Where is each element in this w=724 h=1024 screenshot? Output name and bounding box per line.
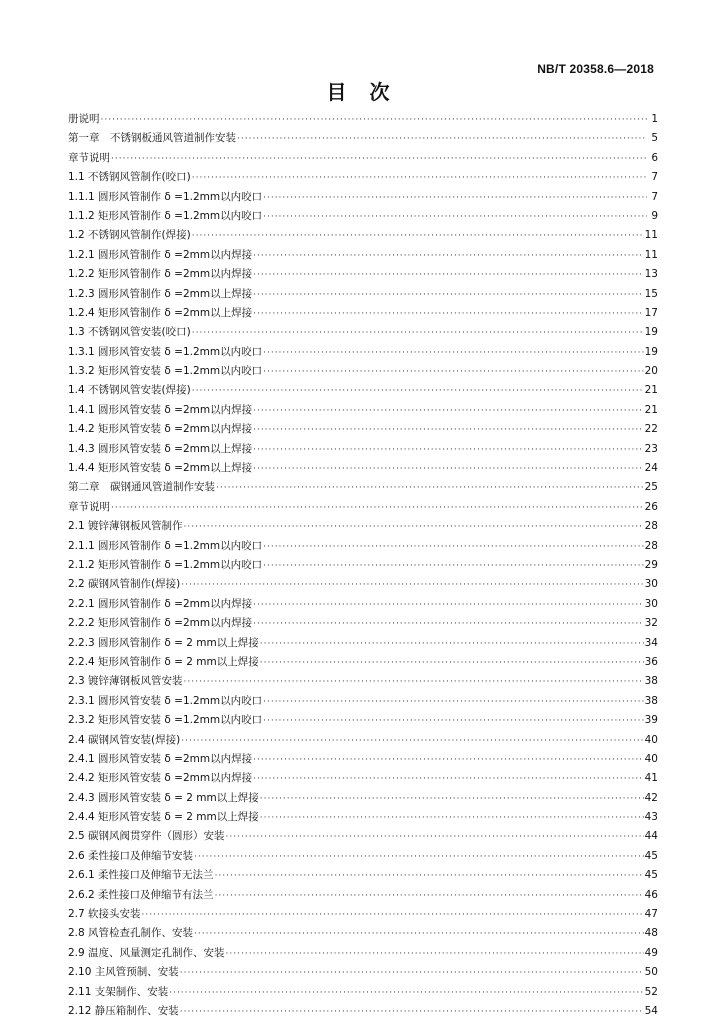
toc-entry-title: 2.4.4 矩形风管安装 δ = 2 mm以上焊接 [68,811,259,824]
toc-dot-leader [181,732,643,751]
toc-entry-page: 43 [644,811,658,824]
toc-entry [68,304,658,323]
toc-dot-leader [142,906,644,925]
toc-entry-title: 2.11 支架制作、安装 [68,985,169,998]
toc-entry-title: 1.3.1 圆形风管安装 δ =1.2mm以内咬口 [68,345,263,358]
toc-entry-page: 52 [644,985,658,998]
toc-entry-page: 15 [644,287,658,300]
toc-entry-page: 21 [644,403,658,416]
toc-dot-leader [184,673,644,692]
toc-entry-page: 39 [644,714,658,727]
toc-entry [68,847,658,866]
toc-dot-leader [226,828,644,847]
toc-entry-page: 45 [644,849,658,862]
toc-entry [68,149,658,168]
toc-entry-page: 48 [644,927,658,940]
toc-entry [68,381,658,400]
toc-entry-title: 2.12 静压箱制作、安装 [68,1004,179,1017]
toc-entry-title: 第一章 不锈钢板通风管道制作安装 [68,132,236,145]
toc-entry [68,265,658,284]
toc-dot-leader [180,1003,644,1022]
toc-entry-page: 46 [644,888,658,901]
toc-entry [68,498,658,517]
toc-dot-leader [260,635,644,654]
toc-entry-title: 1.2.3 圆形风管制作 δ =2mm以上焊接 [68,287,253,300]
toc-entry [68,750,658,769]
toc-dot-leader [192,227,644,246]
toc-entry-page: 21 [644,384,658,397]
toc-dot-leader [263,344,644,363]
toc-entry-page: 49 [644,946,658,959]
toc-entry-page: 1 [651,113,658,125]
toc-entry-title: 2.4.3 圆形风管安装 δ = 2 mm以上焊接 [68,791,259,804]
toc-entry-page: 44 [644,830,658,843]
toc-entry-page: 32 [644,617,658,630]
toc-entry-title: 章节说明 [68,500,110,513]
toc-entry-title: 2.6 柔性接口及伸缩节安装 [68,849,194,862]
toc-entry [68,808,658,827]
toc-entry-page: 5 [651,132,658,145]
toc-entry-title: 2.5 碳钢风阀贯穿件（圆形）安装 [68,830,225,843]
toc-entry-page: 40 [644,752,658,765]
toc-entry [68,343,658,362]
toc-dot-leader [194,925,644,944]
toc-entry-page: 38 [644,694,658,707]
toc-dot-leader [253,421,644,440]
toc-entry-page: 54 [644,1004,658,1017]
toc-entry [68,1002,658,1021]
toc-entry-page: 24 [644,462,658,475]
toc-dot-leader [184,518,644,537]
toc-entry-title: 2.3 镀锌薄钢板风管安装 [68,675,183,688]
toc-dot-leader [169,984,643,1003]
toc-entry-title: 2.6.2 柔性接口及伸缩节有法兰 [68,888,214,901]
toc-entry-title: 2.2.2 矩形风管制作 δ =2mm以内焊接 [68,617,253,630]
toc-entry [68,246,658,265]
document-code: NB/T 20358.6—2018 [537,62,654,76]
toc-entry [68,769,658,788]
toc-entry-title: 2.2.3 圆形风管制作 δ = 2 mm以上焊接 [68,636,259,649]
toc-entry-page: 9 [651,209,658,222]
toc-entry [68,575,658,594]
toc-dot-leader [215,867,644,886]
toc-entry [68,692,658,711]
toc-entry [68,886,658,905]
toc-entry [68,459,658,478]
toc-entry [68,924,658,943]
toc-entry [68,731,658,750]
page-title: 目 次 [326,80,398,104]
toc-entry-title: 1.1.2 矩形风管制作 δ =1.2mm以内咬口 [68,209,263,222]
toc-entry [68,944,658,963]
toc-entry [68,168,658,187]
toc-entry [68,517,658,536]
toc-dot-leader [253,596,644,615]
toc-dot-leader [192,382,644,401]
toc-entry [68,963,658,982]
toc-entry [68,595,658,614]
toc-entry-title: 1.4.1 圆形风管安装 δ =2mm以内焊接 [68,403,253,416]
toc-entry-page: 30 [644,597,658,610]
toc-entry-title: 1.4.3 圆形风管安装 δ =2mm以上焊接 [68,442,253,455]
toc-entry-title: 2.1 镀锌薄钢板风管制作 [68,520,183,533]
toc-entry [68,401,658,420]
toc-entry [68,188,658,207]
toc-entry-title: 2.4.2 矩形风管安装 δ =2mm以内焊接 [68,772,253,785]
toc-entry-page: 13 [644,268,658,281]
toc-entry-title: 册说明 [68,113,100,125]
toc-entry [68,866,658,885]
toc-entry-page: 34 [644,636,658,649]
toc-dot-leader [260,654,644,673]
toc-entry-page: 17 [644,306,658,319]
toc-entry-page: 28 [644,539,658,552]
toc-entry-title: 2.4.1 圆形风管安装 δ =2mm以内焊接 [68,752,253,765]
toc-entry [68,634,658,653]
toc-entry-title: 1.4.2 矩形风管安装 δ =2mm以内焊接 [68,423,253,436]
toc-entry-page: 11 [644,229,658,242]
table-of-contents [68,110,658,1021]
toc-entry [68,110,658,129]
toc-entry-title: 2.2.4 矩形风管制作 δ = 2 mm以上焊接 [68,655,259,668]
toc-entry [68,827,658,846]
toc-dot-leader [181,576,643,595]
toc-entry [68,672,658,691]
toc-dot-leader [253,460,644,479]
toc-dot-leader [101,111,648,130]
toc-entry-page: 42 [644,791,658,804]
toc-dot-leader [263,712,644,731]
toc-dot-leader [237,130,647,149]
toc-entry-title: 1.3.2 矩形风管安装 δ =1.2mm以内咬口 [68,365,263,378]
toc-dot-leader [253,266,644,285]
toc-dot-leader [111,150,647,169]
toc-entry [68,653,658,672]
toc-entry-title: 1.3 不锈钢风管安装(咬口) [68,326,191,339]
toc-entry-page: 40 [644,733,658,746]
toc-entry [68,226,658,245]
toc-dot-leader [263,208,647,227]
toc-entry [68,711,658,730]
toc-entry [68,362,658,381]
toc-entry-page: 22 [644,423,658,436]
toc-dot-leader [180,964,644,983]
toc-entry-page: 36 [644,655,658,668]
toc-entry-title: 1.1.1 圆形风管制作 δ =1.2mm以内咬口 [68,190,263,203]
toc-entry-title: 2.1.1 圆形风管制作 δ =1.2mm以内咬口 [68,539,263,552]
toc-entry [68,285,658,304]
toc-dot-leader [192,169,647,188]
toc-dot-leader [260,790,644,809]
toc-entry-page: 25 [644,481,658,494]
toc-entry-title: 1.2.4 矩形风管制作 δ =2mm以上焊接 [68,306,253,319]
toc-entry-title: 第二章 碳钢通风管道制作安装 [68,481,215,494]
toc-dot-leader [260,809,644,828]
toc-entry-page: 45 [644,869,658,882]
toc-entry [68,323,658,342]
toc-entry-title: 2.10 主风管预制、安装 [68,966,179,979]
toc-entry-page: 11 [644,248,658,261]
toc-dot-leader [263,557,644,576]
toc-dot-leader [253,615,644,634]
toc-entry [68,905,658,924]
toc-entry [68,556,658,575]
toc-dot-leader [253,402,644,421]
toc-dot-leader [253,286,644,305]
toc-dot-leader [253,247,644,266]
toc-entry-page: 6 [651,151,658,164]
toc-entry-title: 2.8 风管检查孔制作、安装 [68,927,194,940]
toc-entry-page: 26 [644,500,658,513]
toc-dot-leader [216,479,644,498]
toc-entry [68,789,658,808]
toc-entry-page: 19 [644,326,658,339]
toc-dot-leader [263,693,644,712]
toc-dot-leader [192,324,644,343]
toc-entry-title: 1.2 不锈钢风管制作(焊接) [68,229,191,242]
toc-entry-page: 30 [644,578,658,591]
toc-entry-page: 47 [644,908,658,921]
toc-entry-title: 2.2 碳钢风管制作(焊接) [68,578,181,591]
toc-entry [68,440,658,459]
toc-entry [68,983,658,1002]
toc-entry-title: 章节说明 [68,151,110,164]
toc-entry-title: 2.4 碳钢风管安装(焊接) [68,733,181,746]
toc-entry-title: 2.3.2 矩形风管安装 δ =1.2mm以内咬口 [68,714,263,727]
toc-dot-leader [253,441,644,460]
toc-entry-title: 2.1.2 矩形风管制作 δ =1.2mm以内咬口 [68,558,263,571]
toc-entry-page: 50 [644,966,658,979]
toc-entry-title: 1.4 不锈钢风管安装(焊接) [68,384,191,397]
toc-entry [68,207,658,226]
toc-entry [68,420,658,439]
toc-entry [68,129,658,148]
toc-entry-title: 1.2.1 圆形风管制作 δ =2mm以内焊接 [68,248,253,261]
toc-dot-leader [194,848,644,867]
toc-entry-page: 38 [644,675,658,688]
toc-entry-title: 2.9 温度、风量测定孔制作、安装 [68,946,225,959]
toc-dot-leader [226,945,644,964]
toc-dot-leader [253,751,644,770]
toc-entry-title: 2.7 软接头安装 [68,908,141,921]
toc-entry [68,537,658,556]
toc-dot-leader [215,887,644,906]
toc-entry-page: 41 [644,772,658,785]
toc-entry-page: 7 [651,171,658,184]
toc-entry-page: 29 [644,558,658,571]
toc-entry-page: 23 [644,442,658,455]
toc-entry [68,478,658,497]
toc-entry-page: 19 [644,345,658,358]
toc-dot-leader [111,499,644,518]
toc-dot-leader [263,363,644,382]
toc-dot-leader [253,770,644,789]
toc-dot-leader [263,189,647,208]
toc-entry-page: 20 [644,365,658,378]
toc-entry-title: 2.2.1 圆形风管制作 δ =2mm以内焊接 [68,597,253,610]
toc-dot-leader [253,305,644,324]
toc-entry-page: 7 [651,190,658,203]
toc-entry-title: 1.2.2 矩形风管制作 δ =2mm以内焊接 [68,268,253,281]
toc-entry-title: 1.1 不锈钢风管制作(咬口) [68,171,191,184]
toc-entry [68,614,658,633]
toc-entry-title: 2.3.1 圆形风管安装 δ =1.2mm以内咬口 [68,694,263,707]
toc-entry-title: 1.4.4 矩形风管安装 δ =2mm以上焊接 [68,462,253,475]
toc-dot-leader [263,538,644,557]
toc-entry-page: 28 [644,520,658,533]
toc-entry-title: 2.6.1 柔性接口及伸缩节无法兰 [68,869,214,882]
